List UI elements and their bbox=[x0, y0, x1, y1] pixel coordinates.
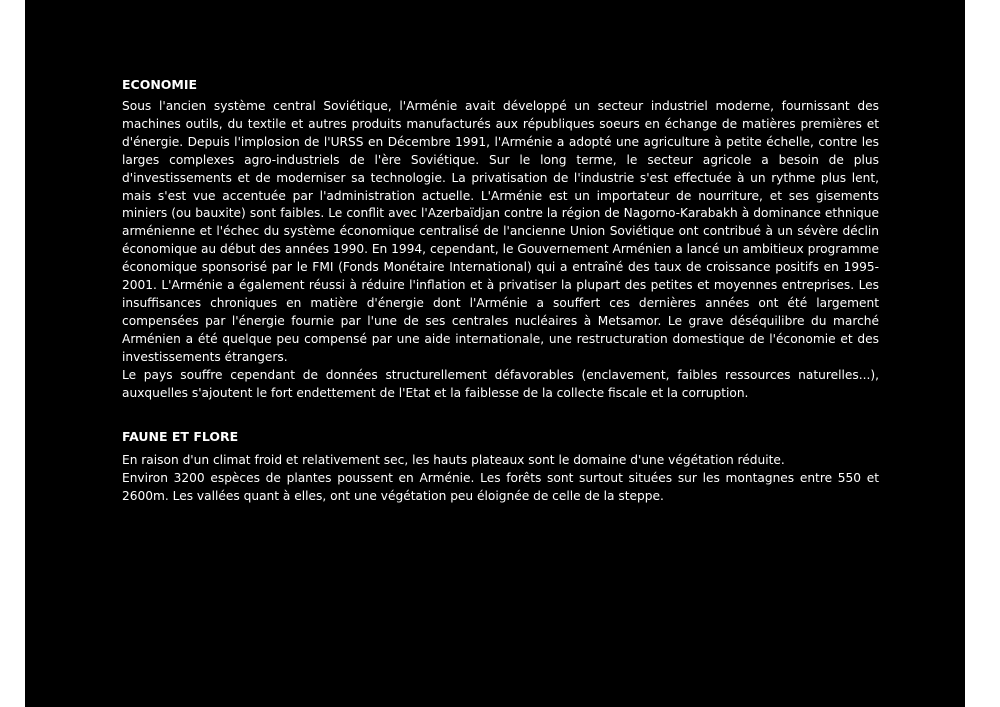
document-page bbox=[25, 0, 965, 707]
paragraph-faune-1: En raison d'un climat froid et relativement sec, les hauts plateaux sont le domaine d'une végétation réduite. bbox=[122, 453, 785, 468]
paragraph-economie-1: Sous l'ancien système central Soviétique, l'Arménie avait développé un secteur industriel moderne, fournissant des machines outils, du textile et autres produits manufacturés aux républiques soeurs en échange de matières premières et d'énergie. Depuis l'implosion de l'URSS en Décembre 1991, l'Arménie a adopté une agriculture à petite échelle, contre les larges complexes agro-industriels de l'ère Soviétique. Sur le long terme, le secteur agricole a besoin de plus d'investissements et de moderniser sa technologie. La privatisation de l'industrie s'est effectuée à un rythme plus lent, mais s'est vue accentuée par l'administration actuelle. L'Arménie est un importateur de nourriture, et ses gisements miniers (ou bauxite) sont faibles. Le conflit avec l'Azerbaïdjan contre la région de Nagorno-Karabakh à dominance ethnique arménienne et l'échec du système économique centralisé de l'ancienne Union Soviétique ont contribué à un sévère déclin économique au début des années 1990. En 1994, cependant, le Gouvernement Arménien a lancé un ambitieux programme économique sponsorisé par le FMI (Fonds Monétaire International) qui a entraîné des taux de croissance positifs en 1995-2001. L'Arménie a également réussi à réduire l'inflation et à privatiser la plupart des petites et moyennes entreprises. Les insuffisances chroniques en matière d'énergie dont l'Arménie a souffert ces dernières années ont été largement compensées par l'énergie fournie par l'une de ses centrales nucléaires à Metsamor. Le grave déséquilibre du marché Arménien a été quelque peu compensé par une aide internationale, une restructuration domestique de l'économie et des investissements étrangers. bbox=[122, 99, 879, 364]
section-economie bbox=[122, 76, 879, 402]
section-faune-et-flore bbox=[122, 428, 879, 506]
paragraph-economie-2: Le pays souffre cependant de données structurellement défavorables (enclavement, faibles ressources naturelles...), auxquelles s'ajoutent le fort endettement de l'Etat et la faiblesse de la collecte fiscale et la corruption. bbox=[122, 367, 879, 400]
document-content bbox=[122, 76, 879, 506]
paragraph-faune-2: Environ 3200 espèces de plantes poussent en Arménie. Les forêts sont surtout situées sur les montagnes entre 550 et 2600m. Les vallées quant à elles, ont une végétation peu éloignée de celle de la steppe. bbox=[122, 471, 879, 504]
section-heading-economie: ECONOMIE bbox=[122, 77, 198, 92]
section-heading-faune-et-flore: FAUNE ET FLORE bbox=[122, 429, 239, 445]
